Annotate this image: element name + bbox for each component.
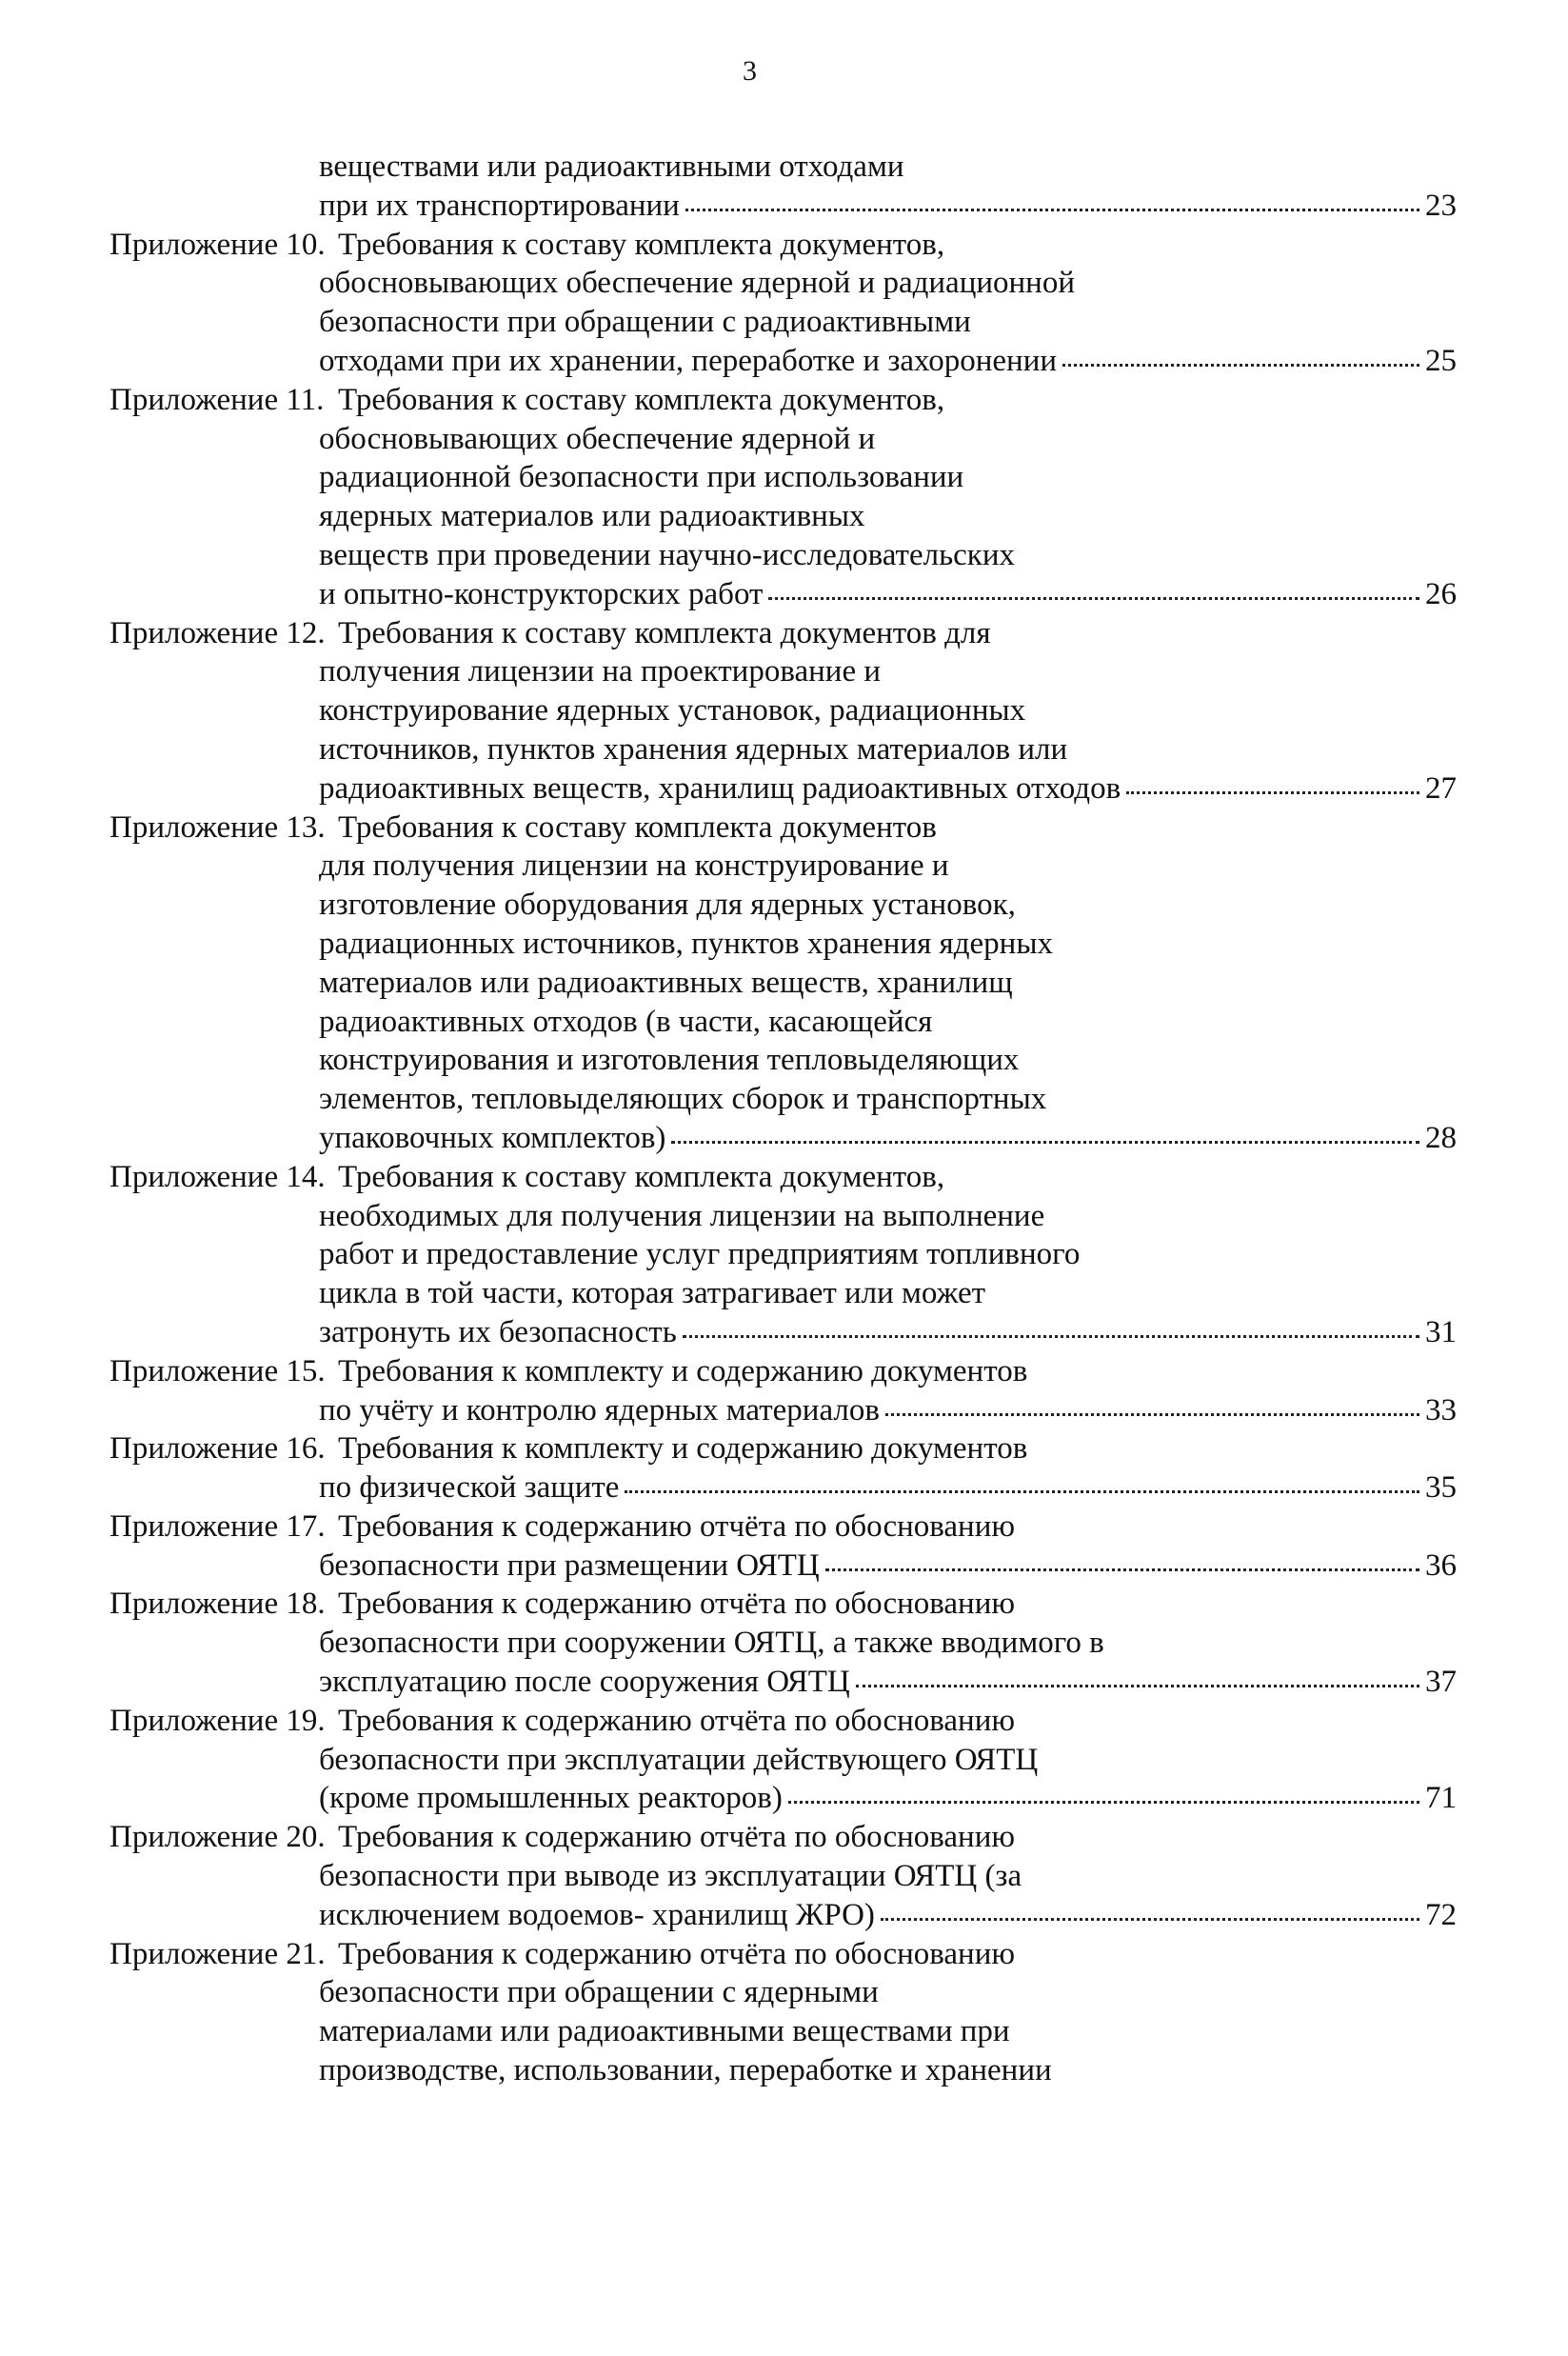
toc-entry-line bbox=[109, 652, 1366, 691]
page-reference: 72 bbox=[1425, 1897, 1457, 1932]
toc-entry-text: безопасности при выводе из эксплуатации ОЯТЦ (за bbox=[319, 1859, 1022, 1894]
toc-entry-line bbox=[109, 1158, 1366, 1197]
toc-entry-line bbox=[109, 187, 1457, 226]
appendix-label: Приложение 12. bbox=[109, 615, 326, 650]
dot-leader bbox=[1062, 360, 1419, 367]
toc-entry-line bbox=[109, 1896, 1457, 1935]
dot-leader bbox=[768, 593, 1419, 600]
toc-entry-text: обосновывающих обеспечение ядерной и bbox=[319, 421, 876, 456]
toc-entry bbox=[109, 1935, 1366, 2090]
dot-leader bbox=[885, 1409, 1419, 1416]
appendix-label: Приложение 10. bbox=[109, 227, 326, 262]
toc-entry-text: радиоактивных отходов (в части, касающейся bbox=[319, 1004, 933, 1039]
toc-entry-text: Требования к составу комплекта документов для bbox=[338, 615, 991, 650]
toc-entry bbox=[109, 1352, 1457, 1430]
toc-entry-line bbox=[109, 1663, 1457, 1702]
toc-entry-text: при их транспортировании bbox=[319, 188, 680, 223]
page-reference: 28 bbox=[1425, 1120, 1457, 1155]
toc-entry-text: радиационных источников, пунктов хранения ядерных bbox=[319, 926, 1053, 961]
toc-entry-text: необходимых для получения лицензии на выполнение bbox=[319, 1198, 1045, 1233]
page-reference: 71 bbox=[1425, 1781, 1457, 1816]
toc-entry-text: Требования к составу комплекта документов, bbox=[338, 227, 945, 262]
table-of-contents bbox=[109, 148, 1457, 2090]
toc-entry bbox=[109, 1818, 1457, 1934]
toc-entry-text: конструирования и изготовления тепловыделяющих bbox=[319, 1043, 1020, 1078]
appendix-label: Приложение 18. bbox=[109, 1587, 326, 1622]
toc-entry bbox=[109, 809, 1457, 1158]
toc-entry-line bbox=[109, 148, 1366, 187]
toc-entry-text: производстве, использовании, переработке и хранении bbox=[319, 2053, 1052, 2088]
toc-entry bbox=[109, 1585, 1457, 1701]
toc-entry-line bbox=[109, 497, 1366, 536]
toc-entry-line bbox=[109, 1197, 1366, 1236]
toc-entry-text: по физической защите bbox=[319, 1470, 620, 1506]
toc-entry-text: материалами или радиоактивными веществами при bbox=[319, 2014, 1010, 2049]
toc-entry-line bbox=[109, 691, 1366, 730]
toc-entry-line bbox=[109, 1779, 1457, 1818]
toc-entry-text: безопасности при обращении с ядерными bbox=[319, 1975, 879, 2010]
toc-entry-line bbox=[109, 1352, 1366, 1391]
toc-entry-line bbox=[109, 614, 1366, 653]
toc-entry-line bbox=[109, 1624, 1366, 1663]
dot-leader bbox=[825, 1565, 1419, 1571]
appendix-label: Приложение 21. bbox=[109, 1936, 326, 1971]
toc-entry-line bbox=[109, 1973, 1366, 2012]
toc-entry-text: Требования к содержанию отчёта по обоснованию bbox=[338, 1703, 1016, 1738]
toc-entry-text: и опытно-конструкторских работ bbox=[319, 576, 764, 611]
toc-entry-text: Требования к содержанию отчёта по обоснованию bbox=[338, 1820, 1016, 1855]
toc-entry-text: Требования к содержанию отчёта по обоснованию bbox=[338, 1587, 1016, 1622]
toc-entry-line bbox=[109, 1702, 1366, 1741]
toc-entry-line bbox=[109, 420, 1366, 459]
toc-entry-text: элементов, тепловыделяющих сборок и транспортных bbox=[319, 1082, 1047, 1117]
toc-entry-line bbox=[109, 886, 1366, 925]
toc-entry bbox=[109, 614, 1457, 809]
page-reference: 37 bbox=[1425, 1665, 1457, 1700]
toc-entry-line bbox=[109, 1857, 1366, 1896]
toc-entry-line bbox=[109, 1235, 1366, 1274]
toc-entry-line bbox=[109, 1391, 1457, 1430]
dot-leader bbox=[625, 1487, 1419, 1493]
toc-entry-line bbox=[109, 809, 1366, 848]
page-reference: 27 bbox=[1425, 770, 1457, 806]
appendix-label: Приложение 16. bbox=[109, 1431, 326, 1467]
toc-entry-line bbox=[109, 1585, 1366, 1624]
dot-leader bbox=[856, 1681, 1419, 1687]
toc-entry-text: источников, пунктов хранения ядерных материалов или bbox=[319, 731, 1068, 767]
toc-entry-line bbox=[109, 925, 1366, 964]
toc-entry-text: получения лицензии на проектирование и bbox=[319, 654, 882, 689]
toc-entry-line bbox=[109, 1080, 1366, 1119]
toc-entry-text: безопасности при обращении с радиоактивными bbox=[319, 305, 971, 340]
toc-entry-text: материалов или радиоактивных веществ, хранилищ bbox=[319, 965, 1013, 1000]
appendix-label: Приложение 15. bbox=[109, 1353, 326, 1388]
dot-leader bbox=[683, 1331, 1419, 1338]
appendix-label: Приложение 17. bbox=[109, 1508, 326, 1544]
toc-entry-line bbox=[109, 1818, 1366, 1857]
appendix-label: Приложение 19. bbox=[109, 1703, 326, 1738]
toc-entry-line bbox=[109, 1041, 1366, 1080]
toc-entry-text: Требования к содержанию отчёта по обоснованию bbox=[338, 1508, 1016, 1544]
toc-entry-line bbox=[109, 730, 1366, 769]
toc-entry-line bbox=[109, 1468, 1457, 1507]
toc-entry-text: цикла в той части, которая затрагивает или может bbox=[319, 1276, 986, 1311]
toc-entry-line bbox=[109, 342, 1457, 381]
toc-entry-text: (кроме промышленных реакторов) bbox=[319, 1781, 783, 1816]
toc-entry-line bbox=[109, 1429, 1366, 1468]
page-reference: 26 bbox=[1425, 576, 1457, 611]
toc-entry bbox=[109, 1429, 1457, 1507]
toc-entry bbox=[109, 1507, 1457, 1586]
toc-entry-text: безопасности при эксплуатации действующего ОЯТЦ bbox=[319, 1742, 1039, 1777]
appendix-label: Приложение 13. bbox=[109, 809, 326, 845]
toc-entry-line bbox=[109, 226, 1366, 265]
toc-entry bbox=[109, 226, 1457, 381]
toc-entry-line bbox=[109, 2012, 1366, 2051]
toc-entry-text: Требования к составу комплекта документов, bbox=[338, 382, 945, 417]
page-reference: 23 bbox=[1425, 188, 1457, 223]
toc-entry-line bbox=[109, 381, 1366, 420]
dot-leader bbox=[1126, 788, 1419, 794]
page-reference: 36 bbox=[1425, 1547, 1457, 1583]
toc-entry-text: по учёту и контролю ядерных материалов bbox=[319, 1392, 880, 1428]
toc-entry-line bbox=[109, 1003, 1366, 1042]
toc-entry-text: радиационной безопасности при использовании bbox=[319, 460, 964, 495]
toc-entry-text: конструирование ядерных установок, радиационных bbox=[319, 693, 1026, 729]
toc-entry-line bbox=[109, 575, 1457, 614]
toc-entry-line bbox=[109, 1313, 1457, 1352]
appendix-label: Приложение 20. bbox=[109, 1820, 326, 1855]
toc-entry-line bbox=[109, 1119, 1457, 1158]
dot-leader bbox=[671, 1137, 1419, 1144]
toc-entry-line bbox=[109, 1507, 1366, 1547]
toc-entry bbox=[109, 381, 1457, 614]
toc-entry-text: Требования к составу комплекта документов, bbox=[338, 1159, 945, 1194]
toc-entry-text: веществ при проведении научно-исследовательских bbox=[319, 537, 1015, 572]
toc-entry bbox=[109, 1158, 1457, 1352]
toc-entry-text: безопасности при сооружении ОЯТЦ, а также вводимого в bbox=[319, 1626, 1104, 1661]
toc-entry-line bbox=[109, 1274, 1366, 1313]
toc-entry-line bbox=[109, 458, 1366, 497]
toc-entry-text: отходами при их хранении, переработке и захоронении bbox=[319, 343, 1058, 378]
toc-entry-text: для получения лицензии на конструирование и bbox=[319, 849, 949, 884]
toc-entry-line bbox=[109, 964, 1366, 1003]
toc-entry-text: затронуть их безопасность bbox=[319, 1314, 677, 1349]
toc-entry-text: радиоактивных веществ, хранилищ радиоактивных отходов bbox=[319, 770, 1121, 806]
toc-entry-text: веществами или радиоактивными отходами bbox=[319, 150, 904, 184]
toc-entry-text: работ и предоставление услуг предприятиям топливного bbox=[319, 1237, 1081, 1272]
toc-entry-text: обосновывающих обеспечение ядерной и радиационной bbox=[319, 266, 1075, 301]
toc-entry-line bbox=[109, 2051, 1366, 2090]
toc-entry-line bbox=[109, 769, 1457, 809]
toc-entry-line bbox=[109, 1547, 1457, 1586]
page-reference: 35 bbox=[1425, 1470, 1457, 1506]
toc-entry-text: изготовление оборудования для ядерных установок, bbox=[319, 888, 1016, 923]
toc-entry-text: ядерных материалов или радиоактивных bbox=[319, 499, 865, 534]
toc-entry-line bbox=[109, 1741, 1366, 1780]
appendix-label: Приложение 11. bbox=[109, 382, 325, 417]
toc-entry-line bbox=[109, 264, 1366, 303]
page-reference: 31 bbox=[1425, 1314, 1457, 1349]
toc-entry-text: упаковочных комплектов) bbox=[319, 1120, 666, 1155]
toc-entry-line bbox=[109, 303, 1366, 342]
toc-entry-text: Требования к комплекту и содержанию документов bbox=[338, 1431, 1028, 1467]
dot-leader bbox=[685, 205, 1419, 211]
toc-entry-line bbox=[109, 536, 1366, 575]
appendix-label: Приложение 14. bbox=[109, 1159, 326, 1194]
toc-entry-text: Требования к комплекту и содержанию документов bbox=[338, 1353, 1028, 1388]
toc-entry-text: эксплуатацию после сооружения ОЯТЦ bbox=[319, 1665, 850, 1700]
toc-entry-text: Требования к содержанию отчёта по обоснованию bbox=[338, 1936, 1016, 1971]
page-reference: 25 bbox=[1425, 343, 1457, 378]
dot-leader bbox=[788, 1797, 1419, 1804]
toc-entry-text: Требования к составу комплекта документов bbox=[338, 809, 937, 845]
toc-entry bbox=[109, 148, 1457, 226]
toc-entry-text: исключением водоемов- хранилищ ЖРО) bbox=[319, 1897, 875, 1932]
page-reference: 33 bbox=[1425, 1392, 1457, 1428]
toc-entry-text: безопасности при размещении ОЯТЦ bbox=[319, 1547, 820, 1583]
toc-entry-line bbox=[109, 1935, 1366, 1974]
dot-leader bbox=[881, 1914, 1419, 1921]
toc-entry-line bbox=[109, 847, 1366, 886]
toc-entry bbox=[109, 1702, 1457, 1818]
page-number: 3 bbox=[743, 55, 757, 87]
